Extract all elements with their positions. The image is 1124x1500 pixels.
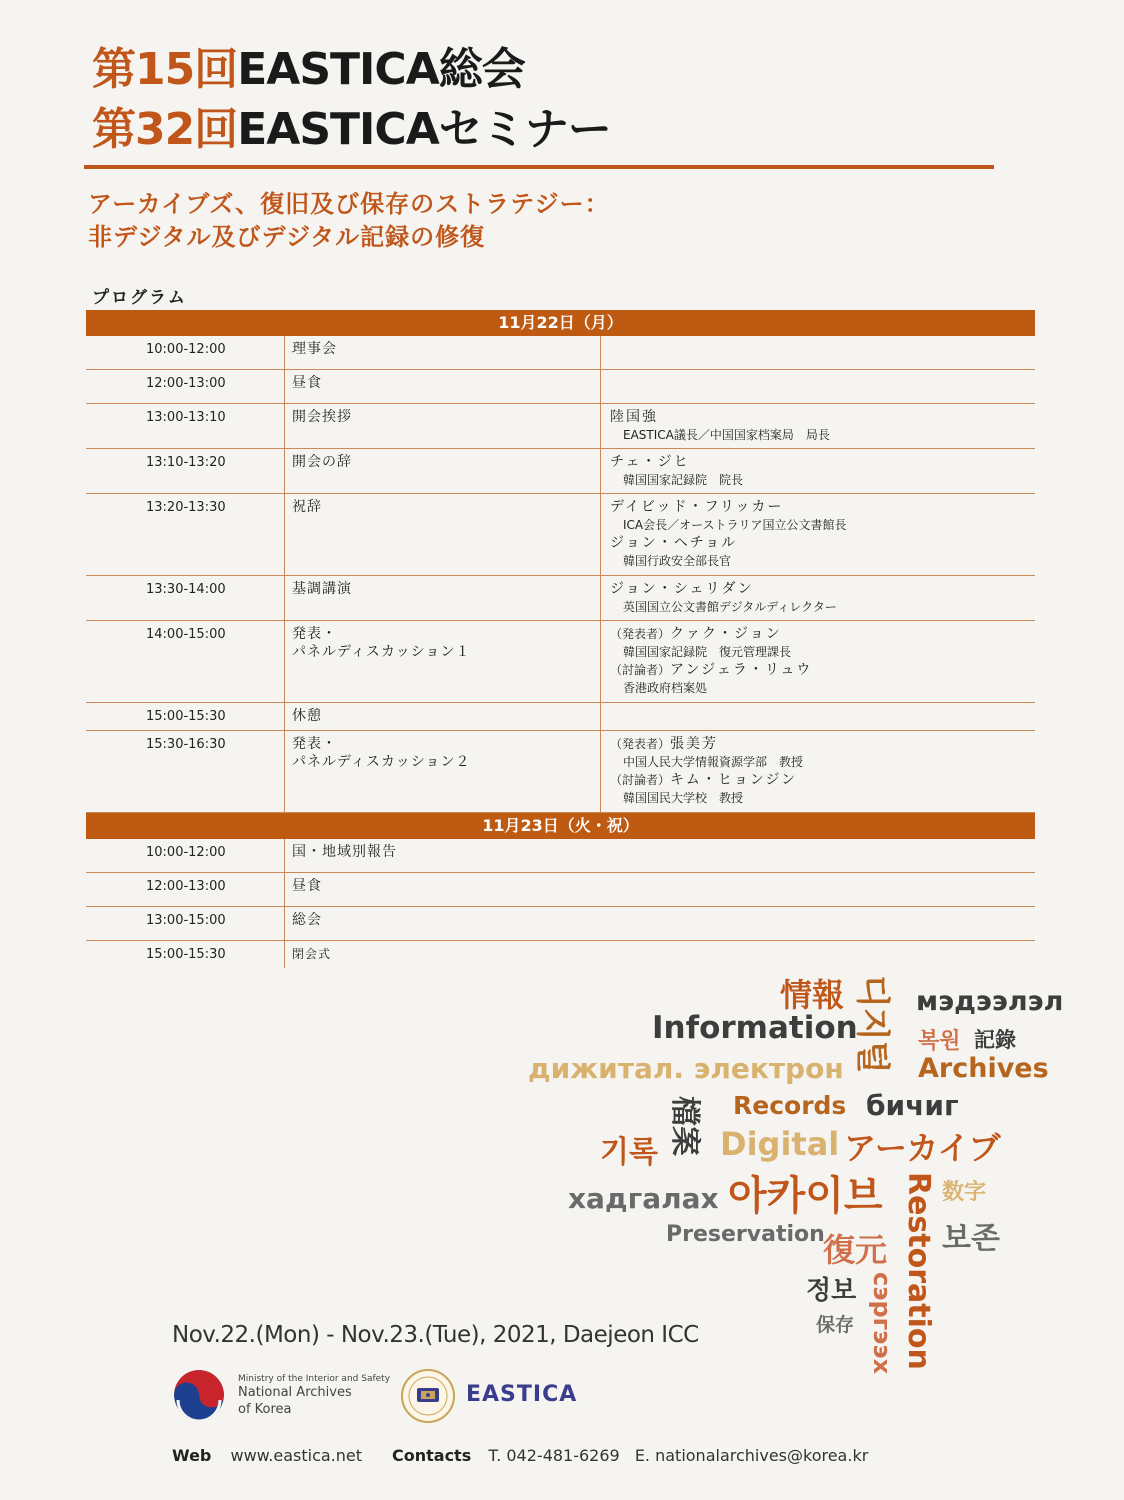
word-cloud-term: 보존 bbox=[942, 1221, 1000, 1256]
table-row bbox=[86, 336, 1035, 370]
program-label: プログラム bbox=[92, 288, 187, 308]
event-cell bbox=[292, 374, 322, 392]
archives-name-line2: of Korea bbox=[238, 1402, 292, 1417]
day-heading: 11月22日（月） bbox=[86, 310, 1035, 336]
speaker-tag: （討論者） bbox=[610, 663, 671, 677]
time-cell: 15:30-16:30 bbox=[146, 737, 226, 752]
taegeuk-logo-icon bbox=[174, 1370, 224, 1420]
event-line: 休憩 bbox=[292, 708, 322, 724]
event-cell bbox=[292, 580, 352, 598]
event-cell bbox=[292, 453, 352, 471]
column-divider bbox=[600, 449, 601, 493]
speaker-tag: （発表者） bbox=[610, 737, 671, 751]
table-row bbox=[86, 576, 1035, 621]
speaker-name-text: ジョン・ヘチョル bbox=[610, 535, 738, 551]
word-cloud-term: 아카이브 bbox=[728, 1173, 883, 1219]
speaker-role: 中国人民大学情報資源学部 教授 bbox=[623, 755, 804, 769]
table-row bbox=[86, 703, 1035, 731]
table-row bbox=[86, 404, 1035, 449]
word-cloud-term: Records bbox=[733, 1091, 847, 1120]
event-cell bbox=[292, 911, 322, 929]
word-cloud-term: アーカイブ bbox=[844, 1129, 1001, 1167]
event-cell bbox=[292, 735, 470, 771]
table-row bbox=[86, 370, 1035, 404]
word-cloud-term: дижитал. электрон bbox=[528, 1052, 844, 1085]
event-line: 国・地域別報告 bbox=[292, 844, 397, 860]
table-row bbox=[86, 494, 1035, 576]
column-divider bbox=[284, 404, 285, 448]
table-row bbox=[86, 621, 1035, 703]
speaker-role: 香港政府档案処 bbox=[623, 681, 708, 695]
table-row bbox=[86, 839, 1035, 873]
speaker-role: 韓国国家記録院 復元管理課長 bbox=[623, 645, 792, 659]
time-cell: 13:10-13:20 bbox=[146, 455, 226, 470]
word-cloud-term: 檔案 bbox=[667, 1096, 702, 1156]
eastica-seal-icon bbox=[400, 1368, 456, 1424]
time-cell: 10:00-12:00 bbox=[146, 342, 226, 357]
word-cloud-term: 情報 bbox=[780, 976, 845, 1014]
web-contact bbox=[172, 1446, 362, 1465]
column-divider bbox=[284, 839, 285, 872]
speaker-name-text: 張美芳 bbox=[670, 736, 719, 752]
word-cloud-term: Restoration bbox=[901, 1172, 936, 1370]
column-divider bbox=[600, 703, 601, 730]
speaker-cell bbox=[610, 625, 812, 697]
speaker-name-text: キム・ヒョンジン bbox=[670, 772, 798, 788]
time-cell: 13:00-13:10 bbox=[146, 410, 226, 425]
speaker-name-text: デイビッド・フリッカー bbox=[610, 499, 784, 515]
subtitle-line2: 非デジタル及びデジタル記録の修復 bbox=[88, 223, 486, 251]
speaker-role: 韓国行政安全部長官 bbox=[623, 554, 732, 568]
column-divider bbox=[600, 731, 601, 812]
event-cell bbox=[292, 945, 331, 963]
contact-tel: T. 042-481-6269 bbox=[488, 1446, 620, 1465]
word-cloud-term: Digital bbox=[720, 1125, 840, 1163]
title-seminar bbox=[92, 102, 611, 158]
time-cell: 13:20-13:30 bbox=[146, 500, 226, 515]
event-date-venue: Nov.22.(Mon) - Nov.23.(Tue), 2021, Daejeon ICC bbox=[172, 1322, 699, 1348]
speaker-name-text: チェ・ジヒ bbox=[610, 454, 690, 470]
archives-name-line1: National Archives bbox=[238, 1385, 352, 1400]
speaker-name bbox=[610, 580, 837, 598]
contacts bbox=[392, 1446, 868, 1465]
speaker-cell bbox=[610, 580, 837, 616]
speaker-tag: （討論者） bbox=[610, 773, 671, 787]
time-cell: 12:00-13:00 bbox=[146, 376, 226, 391]
event-cell bbox=[292, 340, 337, 358]
table-row bbox=[86, 941, 1035, 968]
speaker-name bbox=[610, 408, 830, 426]
event-line: パネルディスカッション２ bbox=[292, 754, 471, 770]
event-line: 総会 bbox=[292, 912, 322, 928]
national-archives-logo bbox=[238, 1374, 390, 1418]
column-divider bbox=[284, 449, 285, 493]
speaker-name bbox=[610, 661, 812, 679]
time-cell: 13:00-15:00 bbox=[146, 913, 226, 928]
table-row bbox=[86, 731, 1035, 813]
speaker-role: EASTICA議長／中国国家档案局 局長 bbox=[623, 428, 830, 442]
word-cloud-term: 정보 bbox=[806, 1276, 857, 1306]
event-line: 発表・ bbox=[292, 626, 337, 642]
ministry-name: Ministry of the Interior and Safety bbox=[238, 1374, 391, 1384]
word-cloud-term: 복원 bbox=[918, 1029, 961, 1054]
column-divider bbox=[284, 370, 285, 403]
word-cloud-term: 数字 bbox=[942, 1180, 987, 1205]
web-url[interactable]: www.eastica.net bbox=[230, 1446, 363, 1465]
word-cloud-term: Information bbox=[652, 1010, 858, 1046]
contact-email[interactable]: E. nationalarchives@korea.kr bbox=[634, 1446, 869, 1465]
column-divider bbox=[600, 621, 601, 702]
speaker-name-text: 陸国強 bbox=[610, 409, 658, 425]
event-line: 昼食 bbox=[292, 878, 322, 894]
title-general-assembly bbox=[92, 42, 525, 98]
column-divider bbox=[284, 336, 285, 369]
word-cloud-term: бичиг bbox=[866, 1089, 959, 1122]
speaker-name bbox=[610, 625, 812, 643]
column-divider bbox=[284, 731, 285, 812]
word-cloud-term: 復元 bbox=[823, 1231, 888, 1269]
event-line: パネルディスカッション１ bbox=[292, 644, 471, 660]
time-cell: 14:00-15:00 bbox=[146, 627, 226, 642]
speaker-cell bbox=[610, 453, 743, 489]
column-divider bbox=[284, 576, 285, 620]
word-cloud-term: 디지털 bbox=[852, 975, 892, 1074]
event-cell bbox=[292, 498, 322, 516]
time-cell: 15:00-15:30 bbox=[146, 947, 226, 962]
speaker-name bbox=[610, 453, 743, 471]
column-divider bbox=[600, 494, 601, 575]
column-divider bbox=[600, 404, 601, 448]
table-row bbox=[86, 873, 1035, 907]
event-line: 理事会 bbox=[292, 341, 337, 357]
speaker-name-text: アンジェラ・リュウ bbox=[670, 662, 813, 678]
word-cloud-term: Preservation bbox=[666, 1222, 825, 1247]
web-label: Web bbox=[172, 1446, 212, 1465]
event-line: 発表・ bbox=[292, 736, 337, 752]
word-cloud-term: 기록 bbox=[600, 1135, 658, 1170]
word-cloud-term: 記錄 bbox=[974, 1028, 1016, 1052]
speaker-name bbox=[610, 771, 803, 789]
event-cell bbox=[292, 843, 397, 861]
event-line: 開会挨拶 bbox=[292, 409, 352, 425]
subtitle-line1: アーカイブズ、復旧及び保存のストラテジー： bbox=[88, 190, 610, 218]
table-row bbox=[86, 907, 1035, 941]
event-line: 祝辞 bbox=[292, 499, 322, 515]
event-line: 昼食 bbox=[292, 375, 322, 391]
time-cell: 12:00-13:00 bbox=[146, 879, 226, 894]
column-divider bbox=[600, 336, 601, 369]
event-cell bbox=[292, 877, 322, 895]
speaker-name bbox=[610, 735, 803, 753]
title1-number: 第15回 bbox=[92, 44, 238, 95]
time-cell: 13:30-14:00 bbox=[146, 582, 226, 597]
speaker-role: 韓国国家記録院 院長 bbox=[623, 473, 744, 487]
event-cell bbox=[292, 707, 322, 725]
title1-text: EASTICA総会 bbox=[237, 44, 525, 95]
word-cloud-term: cэргээх bbox=[868, 1272, 896, 1375]
column-divider bbox=[284, 907, 285, 940]
event-line: 基調講演 bbox=[292, 581, 352, 597]
event-cell bbox=[292, 625, 470, 661]
column-divider bbox=[284, 873, 285, 906]
title2-number: 第32回 bbox=[92, 104, 238, 155]
event-cell bbox=[292, 408, 352, 426]
column-divider bbox=[284, 494, 285, 575]
speaker-cell bbox=[610, 735, 803, 807]
speaker-cell bbox=[610, 498, 847, 570]
column-divider bbox=[284, 621, 285, 702]
time-cell: 10:00-12:00 bbox=[146, 845, 226, 860]
eastica-logo-text: EASTICA bbox=[466, 1382, 578, 1407]
speaker-name-text: クァク・ジョン bbox=[670, 626, 782, 642]
event-line: 閉会式 bbox=[292, 947, 332, 961]
word-cloud-term: мэдээлэл bbox=[916, 986, 1064, 1017]
word-cloud-term: 保存 bbox=[816, 1314, 855, 1336]
speaker-role: 韓国国民大学校 教授 bbox=[623, 791, 744, 805]
table-row bbox=[86, 449, 1035, 494]
column-divider bbox=[600, 370, 601, 403]
word-cloud-term: Archives bbox=[918, 1053, 1049, 1084]
speaker-cell bbox=[610, 408, 830, 444]
speaker-name bbox=[610, 534, 847, 552]
speaker-name-text: ジョン・シェリダン bbox=[610, 581, 754, 597]
time-cell: 15:00-15:30 bbox=[146, 709, 226, 724]
column-divider bbox=[284, 703, 285, 730]
column-divider bbox=[600, 576, 601, 620]
word-cloud-term: хадгалах bbox=[568, 1182, 719, 1215]
title-divider bbox=[84, 165, 994, 169]
day-heading: 11月23日（火・祝） bbox=[86, 813, 1035, 839]
speaker-role: ICA会長／オーストラリア国立公文書館長 bbox=[623, 518, 847, 532]
event-line: 開会の辞 bbox=[292, 454, 352, 470]
speaker-name bbox=[610, 498, 847, 516]
speaker-role: 英国国立公文書館デジタルディレクター bbox=[623, 600, 837, 614]
column-divider bbox=[284, 941, 285, 968]
title2-text: EASTICAセミナー bbox=[237, 104, 611, 155]
speaker-tag: （発表者） bbox=[610, 627, 671, 641]
contacts-label: Contacts bbox=[392, 1446, 472, 1465]
